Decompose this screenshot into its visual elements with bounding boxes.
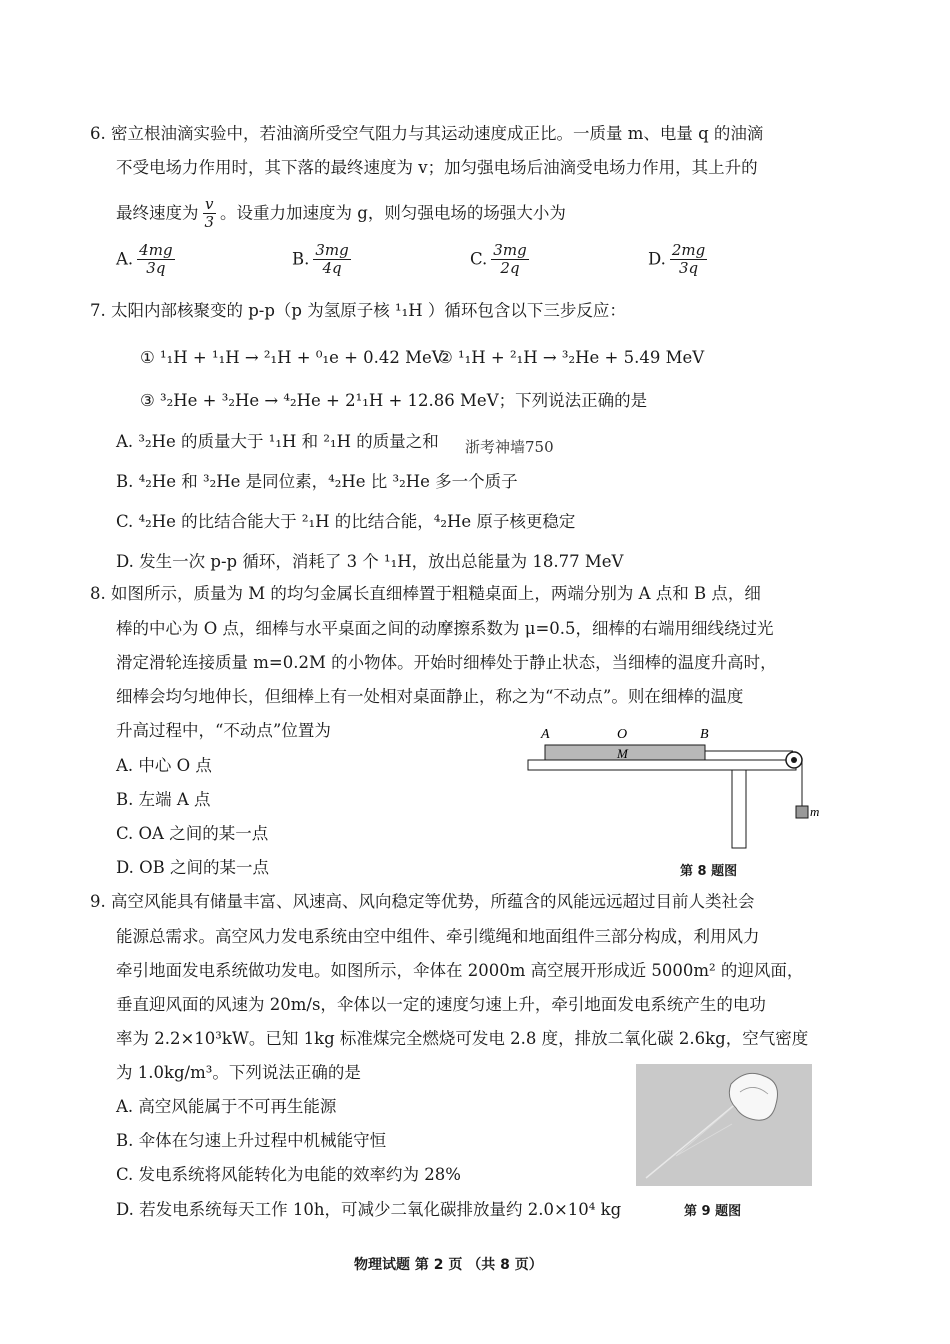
q6-line3-post: 。设重力加速度为 g，则匀强电场的场强大小为: [220, 203, 566, 223]
q6-line3-pre: 最终速度为: [116, 203, 199, 223]
label-o: O: [617, 727, 628, 742]
q8-option-a: A. 中心 O 点: [116, 756, 212, 775]
q8-option-b: B. 左端 A 点: [116, 790, 211, 809]
q8-figure: [520, 720, 820, 850]
q8-line5: 升高过程中，“不动点”位置为: [116, 721, 331, 740]
q9-line2: 能源总需求。高空风力发电系统由空中组件、牵引缆绳和地面组件三部分构成，利用风力: [116, 927, 760, 946]
q7-reaction-2: ② ¹₁H + ²₁H → ³₂He + 5.49 MeV: [438, 348, 705, 367]
q9-option-c: C. 发电系统将风能转化为电能的效率约为 28%: [116, 1165, 461, 1184]
label-small-m: m: [810, 804, 820, 819]
label-big-m: M: [617, 746, 628, 761]
page-footer: 物理试题 第 2 页 （共 8 页）: [354, 1257, 543, 1273]
q6-option-a: A. $\frac{4mg}{3q}$: [116, 241, 173, 278]
q9-line6: 为 1.0kg/m³。下列说法正确的是: [116, 1063, 361, 1082]
q8-option-d: D. OB 之间的某一点: [116, 858, 270, 877]
q9-option-b: B. 伞体在匀速上升过程中机械能守恒: [116, 1131, 387, 1150]
q8-line4: 细棒会均匀地伸长，但细棒上有一处相对桌面静止，称之为“不动点”。则在细棒的温度: [116, 687, 744, 706]
watermark-text: 浙考神墙750: [465, 438, 554, 456]
q7-option-c: C. ⁴₂He 的比结合能大于 ²₁H 的比结合能，⁴₂He 原子核更稳定: [116, 512, 576, 531]
q7-option-d: D. 发生一次 p-p 循环，消耗了 3 个 ¹₁H，放出总能量为 18.77 MeV: [116, 552, 624, 571]
q6-velocity-fraction: $\frac{v}{3}$: [204, 195, 215, 232]
q9-photo: [636, 1064, 812, 1186]
q7-reaction-3: ③ ³₂He + ³₂He → ⁴₂He + 2¹₁H + 12.86 MeV；下列说法正确的是: [140, 391, 648, 410]
q9-option-a: A. 高空风能属于不可再生能源: [116, 1097, 337, 1116]
q8-line2: 棒的中心为 O 点，细棒与水平桌面之间的动摩擦系数为 μ=0.5，细棒的右端用细线绕过光: [116, 619, 774, 638]
q6-option-b: B. $\frac{3mg}{4q}$: [292, 241, 349, 278]
small-mass: [796, 806, 808, 818]
q9-line4: 垂直迎风面的风速为 20m/s，伞体以一定的速度匀速上升，牵引地面发电系统产生的电功: [116, 995, 766, 1014]
q6-line1: 6. 密立根油滴实验中，若油滴所受空气阻力与其运动速度成正比。一质量 m、电量 q 的油滴: [90, 124, 764, 143]
q6-option-d: D. $\frac{2mg}{3q}$: [648, 241, 706, 278]
q6-line3: [116, 196, 566, 232]
q8-figure-caption: 第 8 题图: [680, 864, 738, 879]
q9-option-d: D. 若发电系统每天工作 10h，可减少二氧化碳排放量约 2.0×10⁴ kg: [116, 1200, 622, 1219]
table-top: [528, 760, 796, 770]
q8-option-c: C. OA 之间的某一点: [116, 824, 269, 843]
q7-line1: 7. 太阳内部核聚变的 p-p（p 为氢原子核 ¹₁H ）循环包含以下三步反应：: [90, 301, 626, 320]
q7-reaction-1: ① ¹₁H + ¹₁H → ²₁H + ⁰₁e + 0.42 MeV: [140, 348, 444, 367]
q6-option-c: C. $\frac{3mg}{2q}$: [470, 241, 527, 278]
q9-line3: 牵引地面发电系统做功发电。如图所示，伞体在 2000m 高空展开形成近 5000m² 的迎风面，: [116, 961, 804, 980]
q9-figure-caption: 第 9 题图: [684, 1204, 742, 1219]
pulley-axle: [791, 757, 797, 763]
q7-option-a: A. ³₂He 的质量大于 ¹₁H 和 ²₁H 的质量之和: [116, 432, 439, 451]
table-leg: [732, 770, 746, 848]
q9-line5: 率为 2.2×10³kW。已知 1kg 标准煤完全燃烧可发电 2.8 度，排放二氧化碳 2.6kg，空气密度: [116, 1029, 809, 1048]
label-b: B: [700, 727, 709, 742]
q8-line3: 滑定滑轮连接质量 m=0.2M 的小物体。开始时细棒处于静止状态，当细棒的温度升高时，: [116, 653, 777, 672]
q7-option-b: B. ⁴₂He 和 ³₂He 是同位素，⁴₂He 比 ³₂He 多一个质子: [116, 472, 518, 491]
q9-line1: 9. 高空风能具有储量丰富、风速高、风向稳定等优势，所蕴含的风能远远超过目前人类社会: [90, 892, 755, 911]
label-a: A: [541, 727, 550, 742]
q6-line2: 不受电场力作用时，其下落的最终速度为 v；加匀强电场后油滴受电场力作用，其上升的: [116, 158, 758, 177]
sky-background: [636, 1064, 812, 1186]
q8-line1: 8. 如图所示，质量为 M 的均匀金属长直细棒置于粗糙桌面上，两端分别为 A 点和 B 点，细: [90, 584, 761, 603]
